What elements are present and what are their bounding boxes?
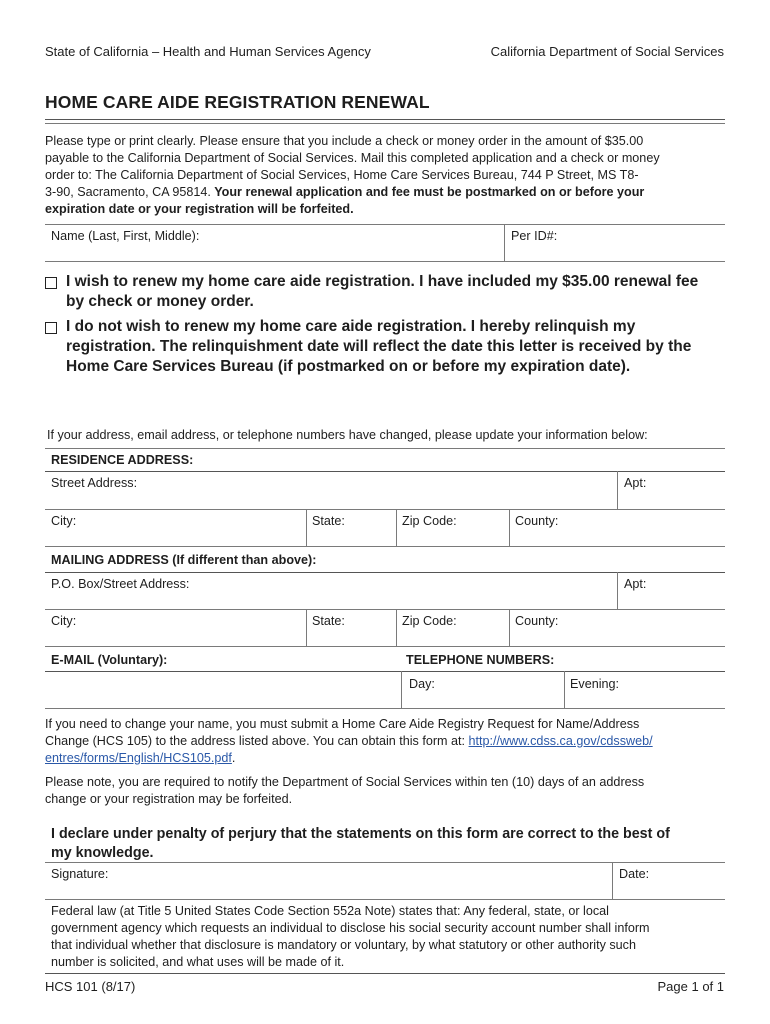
residence-state-label: State: xyxy=(312,514,345,528)
intro-line-5: expiration date or your registration will be forfeited. xyxy=(45,202,354,216)
relinquish-line-2: registration. The relinquishment date will reflect the date this letter is received by the xyxy=(66,338,692,355)
form-id: HCS 101 (8/17) xyxy=(45,979,136,994)
phone-heading: TELEPHONE NUMBERS: xyxy=(406,653,555,667)
name-change-period: . xyxy=(231,751,236,765)
page-title: HOME CARE AIDE REGISTRATION RENEWAL xyxy=(45,92,430,112)
name-label: Name (Last, First, Middle): xyxy=(51,229,200,243)
title-rule xyxy=(45,119,725,120)
residence-zip-label: Zip Code: xyxy=(402,514,457,528)
footer-rule xyxy=(45,973,725,974)
per-id-input[interactable] xyxy=(505,225,725,261)
department-header: California Department of Social Services xyxy=(490,44,724,59)
update-note: If your address, email address, or telephone numbers have changed, please update your information below: xyxy=(47,428,648,442)
update-note-rule xyxy=(45,448,725,449)
residence-county-input[interactable] xyxy=(510,510,725,546)
residence-city-input[interactable] xyxy=(45,510,306,546)
signature-bottom-rule xyxy=(45,899,725,900)
federal-line-4: number is solicited, and what uses will be made of it. xyxy=(51,955,345,969)
mailing-street-label: P.O. Box/Street Address: xyxy=(51,577,190,591)
mailing-county-input[interactable] xyxy=(510,610,725,646)
federal-line-2: government agency which requests an individual to disclose his social security account number shall inform xyxy=(51,921,650,935)
signature-input[interactable] xyxy=(45,863,612,899)
federal-line-1: Federal law (at Title 5 United States Code Section 552a Note) states that: Any federal, state, or local xyxy=(51,904,609,918)
relinquish-line-3: Home Care Services Bureau (if postmarked on or before my expiration date). xyxy=(66,358,631,375)
mailing-apt-label: Apt: xyxy=(624,577,647,591)
residence-county-label: County: xyxy=(515,514,559,528)
mailing-county-label: County: xyxy=(515,614,559,628)
residence-street-input[interactable] xyxy=(45,472,617,509)
residence-state-input[interactable] xyxy=(307,510,396,546)
declaration-statement xyxy=(51,825,741,863)
relinquish-line-1: I do not wish to renew my home care aide registration. I hereby relinquish my xyxy=(66,318,636,335)
mailing-zip-input[interactable] xyxy=(397,610,509,646)
mailing-apt-input[interactable] xyxy=(618,573,725,609)
day-phone-input[interactable] xyxy=(402,672,564,708)
intro-line-4 xyxy=(45,184,735,201)
federal-law-notice xyxy=(51,903,741,971)
mailing-heading: MAILING ADDRESS (If different than above): xyxy=(51,553,317,567)
name-change-paragraph xyxy=(45,716,735,767)
hcs105-link-part2[interactable]: entres/forms/English/HCS105.pdf xyxy=(45,751,232,765)
evening-phone-input[interactable] xyxy=(565,672,725,708)
notify-line-1: Please note, you are required to notify the Department of Social Services within ten (10) days of an address xyxy=(45,775,645,789)
mailing-city-label: City: xyxy=(51,614,77,628)
renew-line-2: by check or money order. xyxy=(66,293,254,310)
residence-street-label: Street Address: xyxy=(51,476,138,490)
mailing-city-rule xyxy=(45,646,725,647)
mailing-state-input[interactable] xyxy=(307,610,396,646)
relinquish-checkbox[interactable] xyxy=(45,322,57,334)
name-change-line-1: If you need to change your name, you must submit a Home Care Aide Registry Request for Name/Address xyxy=(45,717,640,731)
relinquish-option xyxy=(66,317,736,377)
mailing-state-label: State: xyxy=(312,614,345,628)
declaration-line-2: my knowledge. xyxy=(51,845,154,861)
intro-line-2: payable to the California Department of Social Services. Mail this completed application and a check or money xyxy=(45,151,660,165)
renew-line-1: I wish to renew my home care aide registration. I have included my $35.00 renewal fee xyxy=(66,273,699,290)
residence-apt-label: Apt: xyxy=(624,476,647,490)
day-phone-label: Day: xyxy=(409,677,435,691)
mailing-city-input[interactable] xyxy=(45,610,306,646)
declaration-line-1: I declare under penalty of perjury that the statements on this form are correct to the best of xyxy=(51,826,670,842)
hcs105-link-part1[interactable]: http://www.cdss.ca.gov/cdssweb/ xyxy=(468,734,653,748)
name-input[interactable] xyxy=(45,225,504,261)
email-input[interactable] xyxy=(45,672,401,708)
federal-line-3: that individual whether that disclosure is mandatory or voluntary, by what statutory or other authority such xyxy=(51,938,636,952)
mailing-street-input[interactable] xyxy=(45,573,617,609)
name-row-bottom-rule xyxy=(45,261,725,262)
residence-zip-input[interactable] xyxy=(397,510,509,546)
renew-option xyxy=(66,272,736,312)
date-label: Date: xyxy=(619,867,650,881)
agency-header: State of California – Health and Human Services Agency xyxy=(45,44,371,59)
residence-apt-input[interactable] xyxy=(618,472,725,509)
email-label: E-MAIL (Voluntary): xyxy=(51,653,168,667)
date-input[interactable] xyxy=(613,863,725,899)
notify-paragraph xyxy=(45,774,735,808)
intro-address: 3-90, Sacramento, CA 95814. xyxy=(45,185,211,199)
renew-checkbox[interactable] xyxy=(45,277,57,289)
contact-bottom-rule xyxy=(45,708,725,709)
title-rule-thin xyxy=(45,123,725,124)
name-change-line-2: Change (HCS 105) to the address listed above. You can obtain this form at: xyxy=(45,734,469,748)
residence-city-label: City: xyxy=(51,514,77,528)
residence-heading: RESIDENCE ADDRESS: xyxy=(51,453,194,467)
intro-line-3: order to: The California Department of Social Services, Home Care Services Bureau, 744 P Street, MS T8- xyxy=(45,168,639,182)
intro-paragraph xyxy=(45,133,735,218)
per-id-label: Per ID#: xyxy=(511,229,558,243)
notify-line-2: change or your registration may be forfeited. xyxy=(45,792,293,806)
evening-phone-label: Evening: xyxy=(570,677,620,691)
intro-line-1: Please type or print clearly. Please ensure that you include a check or money order in the amount of $35.00 xyxy=(45,134,644,148)
signature-label: Signature: xyxy=(51,867,109,881)
residence-city-rule xyxy=(45,546,725,547)
intro-warning: Your renewal application and fee must be postmarked on or before your xyxy=(210,185,645,199)
page-number: Page 1 of 1 xyxy=(657,979,724,994)
mailing-zip-label: Zip Code: xyxy=(402,614,457,628)
